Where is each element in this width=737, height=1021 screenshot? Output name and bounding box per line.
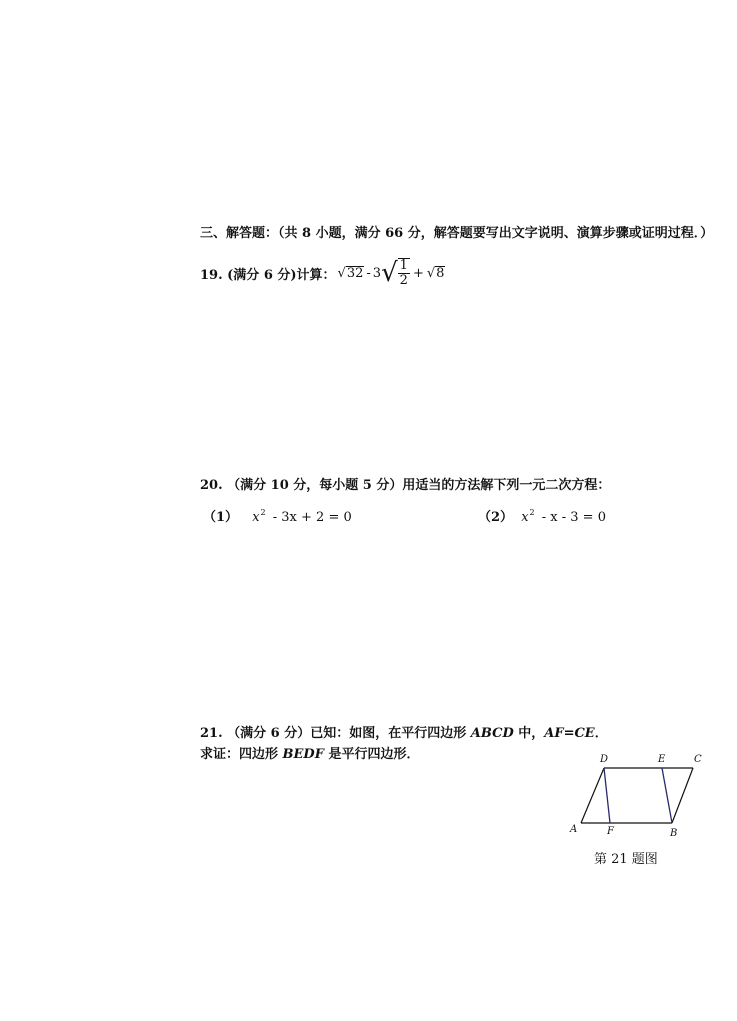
coefficient-3: 3 [372, 265, 382, 281]
q20-part-2-label: （2） [478, 510, 514, 525]
label-f: F [607, 826, 614, 837]
question-19 [200, 258, 445, 288]
q21-line-2: 求证：四边形 BEDF 是平行四边形． [200, 747, 420, 762]
label-d: D [600, 754, 609, 765]
label-c: C [694, 754, 702, 765]
segment-df [604, 768, 610, 823]
figure-caption: 第 21 题图 [594, 852, 658, 867]
q19-prefix: 19. (满分 6 分)计算： [200, 267, 336, 283]
radical-sign-icon: √ [337, 265, 346, 281]
sqrt-8: √ 8 [426, 265, 445, 281]
fraction-half: $\frac{1}{2}$ [399, 258, 408, 288]
side-ad [581, 768, 604, 823]
q20-part-2-equation: $x^2 - x - 3 = 0$ [521, 508, 606, 525]
q20-part-1-label: （1） [203, 510, 239, 525]
radical-sign-icon: √ [426, 265, 436, 281]
section-title: 三、解答题：（共 8 小题，满分 66 分，解答题要写出文字说明、演算步骤或证明过程．） [200, 226, 714, 241]
label-a: A [570, 824, 578, 835]
segment-eb [662, 768, 672, 823]
q19-expression [338, 258, 446, 288]
q20-part-1 [203, 506, 352, 525]
radical-sign-icon: √ [381, 258, 398, 288]
plus-sign: + [412, 265, 424, 281]
side-bc [672, 768, 693, 823]
q21-line-1: 21. （满分 6 分）已知：如图，在平行四边形 ABCD 中，AF=CE． [200, 726, 608, 741]
minus-sign: - [366, 265, 371, 281]
parallelogram-figure [560, 745, 710, 845]
sqrt-32: √ 32 [337, 265, 364, 281]
label-b: B [670, 828, 678, 839]
q20-part-2 [478, 506, 606, 525]
q20-part-1-equation: $x^2 - 3x + 2 = 0$ [252, 508, 352, 525]
label-e: E [658, 754, 666, 765]
sqrt-half [381, 258, 410, 288]
q20-prompt: 20. （满分 10 分，每小题 5 分）用适当的方法解下列一元二次方程： [200, 478, 611, 493]
